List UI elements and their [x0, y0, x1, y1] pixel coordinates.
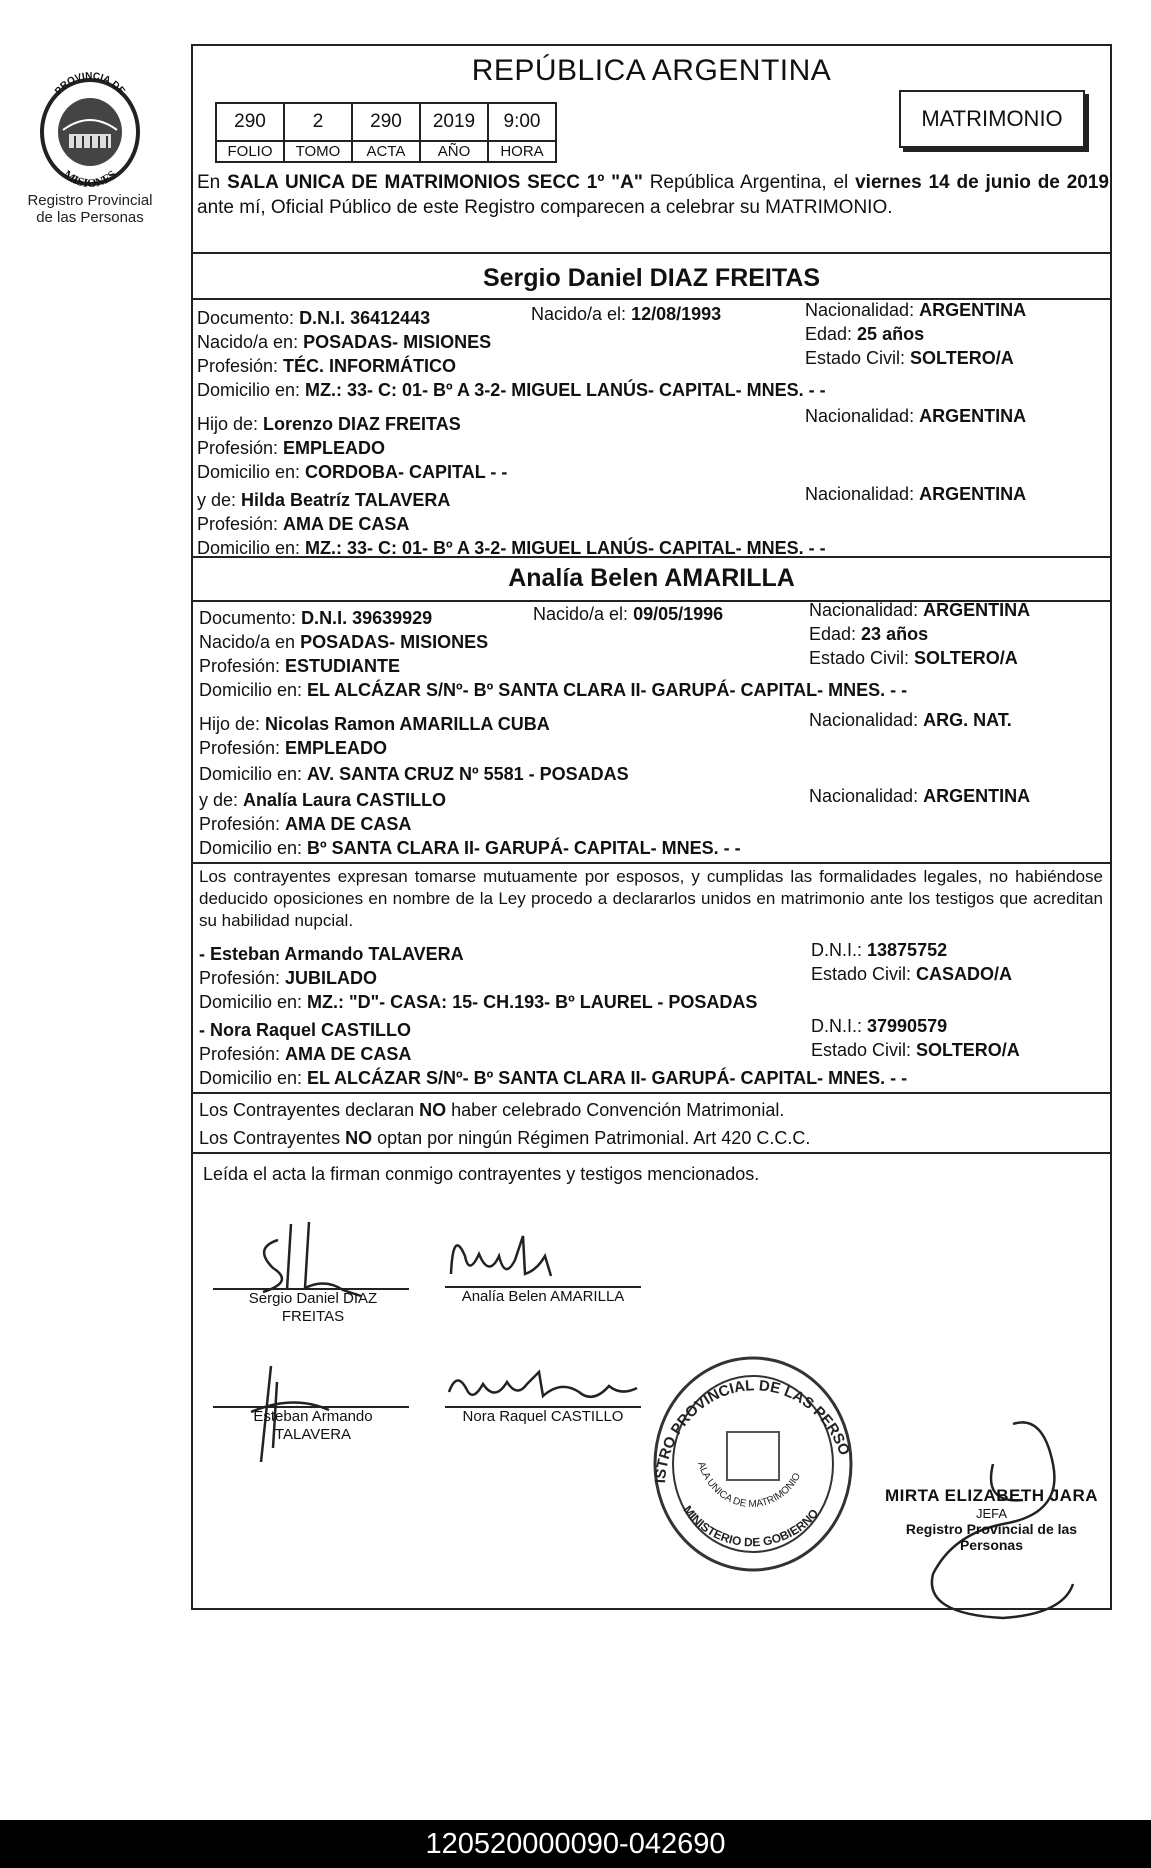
reading-statement: Leída el acta la firman conmigo contrayentes y testigos mencionados. [203, 1164, 760, 1184]
c2-padre-domicilio: Domicilio en: AV. SANTA CRUZ Nº 5581 - POSADAS [199, 764, 629, 784]
c2-nacionalidad: Nacionalidad: ARGENTINA [809, 600, 1031, 620]
divider [193, 252, 1110, 254]
folio-label: FOLIO [216, 141, 284, 162]
testigo1-profesion: Profesión: JUBILADO [199, 968, 378, 988]
folio-value: 290 [216, 103, 284, 141]
anio-value: 2019 [420, 103, 488, 141]
testigo1-estado-civil: Estado Civil: CASADO/A [811, 964, 1013, 984]
intro-paragraph: En SALA UNICA DE MATRIMONIOS SECC 1º "A" República Argentina, el viernes 14 de junio de 2019 ante mí, Oficial Público de este Registro comparecen a celebrar su MATRIMONIO. [197, 172, 1109, 218]
c1-documento: Documento: D.N.I. 36412443 [197, 308, 431, 328]
signature-contrayente2 [443, 1216, 593, 1296]
c2-domicilio: Domicilio en: EL ALCÁZAR S/Nº- Bº SANTA CLARA II- GARUPÁ- CAPITAL- MNES. - - [199, 680, 908, 700]
signature-label-testigo1: Esteban Armando TALAVERA [253, 1408, 373, 1443]
signature-contrayente1 [233, 1218, 393, 1298]
country-title: REPÚBLICA ARGENTINA [471, 54, 832, 87]
contrayente1-name: Sergio Daniel DIAZ FREITAS [482, 264, 821, 292]
c1-nacido-en: Nacido/a en: POSADAS- MISIONES [197, 332, 492, 352]
svg-text:SALA UNICA DE MATRIMONIOS: ALA UNICA DE MATRIMONIO [695, 1460, 804, 1510]
official-name: MIRTA ELIZABETH JARA [884, 1486, 1099, 1505]
c1-padre: Hijo de: Lorenzo DIAZ FREITAS [197, 414, 461, 434]
anio-label: AÑO [420, 141, 488, 162]
c2-madre-profesion: Profesión: AMA DE CASA [199, 814, 412, 834]
registry-name: Registro Provincial de las Personas [27, 192, 153, 226]
tomo-label: TOMO [284, 141, 352, 162]
registry-logo [20, 70, 160, 226]
signature-label-contrayente1: Sergio Daniel DIAZ FREITAS [248, 1290, 378, 1325]
c2-profesion: Profesión: ESTUDIANTE [199, 656, 401, 676]
signature-label-contrayente2: Analía Belen AMARILLA [461, 1288, 625, 1305]
divider [193, 862, 1110, 864]
official-stamp [641, 1346, 861, 1581]
c2-nacido-en: Nacido/a en POSADAS- MISIONES [199, 632, 489, 652]
marriage-certificate [191, 44, 1112, 1610]
c1-profesion: Profesión: TÉC. INFORMÁTICO [197, 356, 457, 376]
c2-estado-civil: Estado Civil: SOLTERO/A [809, 648, 1018, 668]
divider [193, 556, 1110, 558]
regimen-statement: Los Contrayentes NO optan por ningún Régimen Patrimonial. Art 420 C.C.C. [199, 1128, 811, 1148]
testigo2-dni: D.N.I.: 37990579 [811, 1016, 948, 1036]
official-role: JEFA [975, 1506, 1008, 1521]
convencion-statement: Los Contrayentes declaran NO haber celebrado Convención Matrimonial. [199, 1100, 785, 1120]
official-block [873, 1486, 1110, 1553]
c2-madre: y de: Analía Laura CASTILLO [199, 790, 447, 810]
testigo2-domicilio: Domicilio en: EL ALCÁZAR S/Nº- Bº SANTA CLARA II- GARUPÁ- CAPITAL- MNES. - - [199, 1068, 908, 1088]
document-barcode-number: 120520000090-042690 [0, 1820, 1151, 1868]
svg-text:PROVINCIA DE: PROVINCIA DE [53, 70, 127, 98]
c1-padre-nacionalidad: Nacionalidad: ARGENTINA [805, 406, 1027, 426]
testigo1-dni: D.N.I.: 13875752 [811, 940, 948, 960]
c2-padre: Hijo de: Nicolas Ramon AMARILLA CUBA [199, 714, 550, 734]
c1-padre-domicilio: Domicilio en: CORDOBA- CAPITAL - - [197, 462, 508, 482]
c1-edad: Edad: 25 años [805, 324, 925, 344]
divider [193, 1152, 1110, 1154]
c1-estado-civil: Estado Civil: SOLTERO/A [805, 348, 1014, 368]
signature-testigo2 [443, 1362, 643, 1412]
hora-label: HORA [488, 141, 556, 162]
provincial-seal-icon [35, 70, 145, 188]
testigo2-profesion: Profesión: AMA DE CASA [199, 1044, 412, 1064]
signature-label-testigo2: Nora Raquel CASTILLO [462, 1408, 624, 1425]
svg-text:MISIONES: MISIONES [61, 167, 119, 188]
c2-madre-nacionalidad: Nacionalidad: ARGENTINA [809, 786, 1031, 806]
c1-padre-profesion: Profesión: EMPLEADO [197, 438, 386, 458]
c1-nacionalidad: Nacionalidad: ARGENTINA [805, 300, 1027, 320]
c2-padre-profesion: Profesión: EMPLEADO [199, 738, 388, 758]
official-office: Registro Provincial de las Personas [905, 1521, 1078, 1553]
testigo1-domicilio: Domicilio en: MZ.: "D"- CASA: 15- CH.193- Bº LAUREL - POSADAS [199, 992, 758, 1012]
c1-madre-profesion: Profesión: AMA DE CASA [197, 514, 410, 534]
hora-value: 9:00 [488, 103, 556, 141]
c1-madre-domicilio: Domicilio en: MZ.: 33- C: 01- Bº A 3-2- MIGUEL LANÚS- CAPITAL- MNES. - - [197, 538, 826, 558]
c2-documento: Documento: D.N.I. 39639929 [199, 608, 433, 628]
tomo-value: 2 [284, 103, 352, 141]
c2-edad: Edad: 23 años [809, 624, 929, 644]
c1-madre-nacionalidad: Nacionalidad: ARGENTINA [805, 484, 1027, 504]
c1-nacido-el: Nacido/a el: 12/08/1993 [531, 304, 722, 324]
c1-madre: y de: Hilda Beatríz TALAVERA [197, 490, 451, 510]
svg-text:REGISTRO PROVINCIAL DE LAS PER: ISTRO PROVINCIAL DE LAS PERSO [652, 1377, 853, 1484]
c2-madre-domicilio: Domicilio en: Bº SANTA CLARA II- GARUPÁ- CAPITAL- MNES. - - [199, 838, 741, 858]
document-type-badge: MATRIMONIO [899, 90, 1085, 148]
contrayente2-name: Analía Belen AMARILLA [508, 564, 795, 592]
declaration-paragraph: Los contrayentes expresan tomarse mutuamente por esposos, y cumplidas las formalidades legales, no habiéndose deducido oposiciones en nombre de la Ley procedo a declararlos unidos en matrimonio ante los testigos que acreditan su habilidad nupcial. [199, 867, 1103, 930]
c2-padre-nacionalidad: Nacionalidad: ARG. NAT. [809, 710, 1012, 730]
testigo1-name: - Esteban Armando TALAVERA [199, 944, 464, 964]
acta-label: ACTA [352, 141, 420, 162]
svg-text:MINISTERIO DE GOBIERNO: MINISTERIO DE GOBIERNO [680, 1502, 822, 1550]
testigo2-name: - Nora Raquel CASTILLO [199, 1020, 412, 1040]
acta-value: 290 [352, 103, 420, 141]
registration-table [215, 102, 557, 163]
c2-nacido-el: Nacido/a el: 09/05/1996 [533, 604, 724, 624]
divider [193, 1092, 1110, 1094]
c1-domicilio: Domicilio en: MZ.: 33- C: 01- Bº A 3-2- MIGUEL LANÚS- CAPITAL- MNES. - - [197, 380, 826, 400]
testigo2-estado-civil: Estado Civil: SOLTERO/A [811, 1040, 1020, 1060]
